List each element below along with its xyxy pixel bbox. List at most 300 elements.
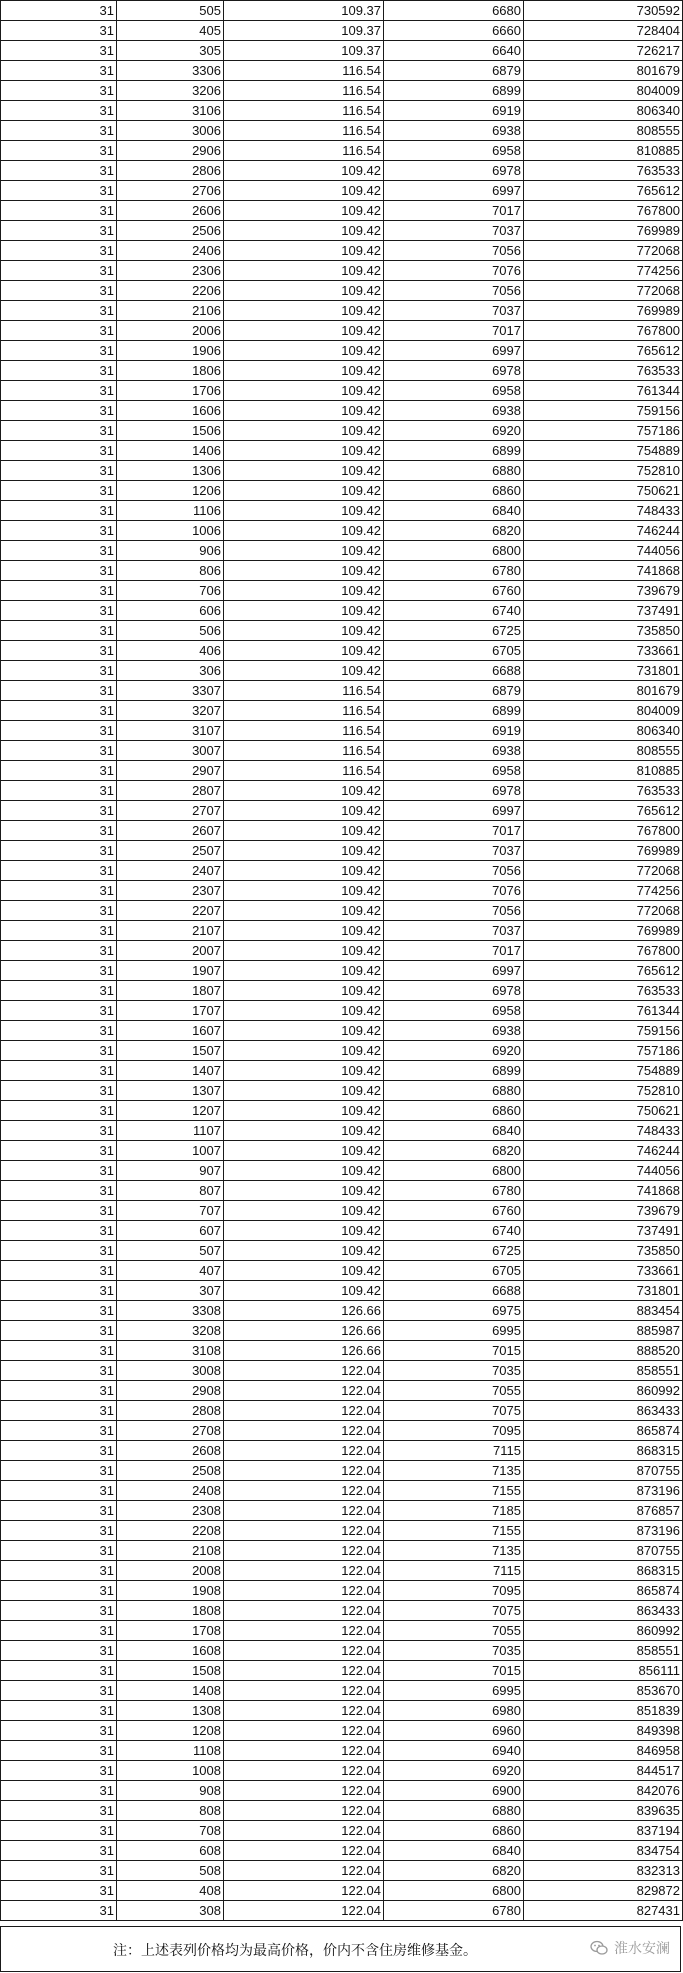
table-row xyxy=(1,1141,683,1161)
unit-price-cell: 7017 xyxy=(384,201,524,221)
building-cell: 31 xyxy=(1,1061,117,1081)
unit-price-cell: 6880 xyxy=(384,1081,524,1101)
room-cell: 3308 xyxy=(117,1301,224,1321)
building-cell: 31 xyxy=(1,601,117,621)
building-cell: 31 xyxy=(1,461,117,481)
area-cell: 122.04 xyxy=(224,1481,384,1501)
unit-price-cell: 7037 xyxy=(384,221,524,241)
total-price-cell: 863433 xyxy=(524,1601,683,1621)
table-row xyxy=(1,1601,683,1621)
unit-price-cell: 6938 xyxy=(384,121,524,141)
room-cell: 2007 xyxy=(117,941,224,961)
unit-price-cell: 7055 xyxy=(384,1381,524,1401)
room-cell: 1608 xyxy=(117,1641,224,1661)
room-cell: 3207 xyxy=(117,701,224,721)
room-cell: 807 xyxy=(117,1181,224,1201)
building-cell: 31 xyxy=(1,841,117,861)
total-price-cell: 772068 xyxy=(524,901,683,921)
building-cell: 31 xyxy=(1,901,117,921)
table-row xyxy=(1,741,683,761)
room-cell: 2707 xyxy=(117,801,224,821)
room-cell: 3006 xyxy=(117,121,224,141)
room-cell: 1507 xyxy=(117,1041,224,1061)
area-cell: 109.42 xyxy=(224,561,384,581)
room-cell: 2206 xyxy=(117,281,224,301)
area-cell: 109.42 xyxy=(224,341,384,361)
unit-price-cell: 7037 xyxy=(384,301,524,321)
total-price-cell: 765612 xyxy=(524,341,683,361)
building-cell: 31 xyxy=(1,641,117,661)
total-price-cell: 735850 xyxy=(524,621,683,641)
total-price-cell: 735850 xyxy=(524,1241,683,1261)
area-cell: 122.04 xyxy=(224,1761,384,1781)
table-row xyxy=(1,1581,683,1601)
unit-price-cell: 6660 xyxy=(384,21,524,41)
table-row xyxy=(1,1621,683,1641)
table-row xyxy=(1,1721,683,1741)
area-cell: 109.42 xyxy=(224,221,384,241)
area-cell: 109.42 xyxy=(224,801,384,821)
area-cell: 116.54 xyxy=(224,121,384,141)
table-row xyxy=(1,141,683,161)
total-price-cell: 885987 xyxy=(524,1321,683,1341)
table-row xyxy=(1,1241,683,1261)
area-cell: 109.42 xyxy=(224,941,384,961)
total-price-cell: 752810 xyxy=(524,1081,683,1101)
price-table-body xyxy=(1,1,683,1921)
building-cell: 31 xyxy=(1,101,117,121)
building-cell: 31 xyxy=(1,981,117,1001)
unit-price-cell: 7035 xyxy=(384,1641,524,1661)
room-cell: 606 xyxy=(117,601,224,621)
building-cell: 31 xyxy=(1,481,117,501)
table-row xyxy=(1,941,683,961)
area-cell: 109.42 xyxy=(224,841,384,861)
building-cell: 31 xyxy=(1,781,117,801)
building-cell: 31 xyxy=(1,861,117,881)
total-price-cell: 804009 xyxy=(524,701,683,721)
table-row xyxy=(1,501,683,521)
room-cell: 3307 xyxy=(117,681,224,701)
unit-price-cell: 6760 xyxy=(384,581,524,601)
building-cell: 31 xyxy=(1,1161,117,1181)
area-cell: 109.42 xyxy=(224,1281,384,1301)
building-cell: 31 xyxy=(1,1121,117,1141)
total-price-cell: 837194 xyxy=(524,1821,683,1841)
table-row xyxy=(1,1001,683,1021)
room-cell: 2306 xyxy=(117,261,224,281)
room-cell: 2906 xyxy=(117,141,224,161)
building-cell: 31 xyxy=(1,421,117,441)
total-price-cell: 860992 xyxy=(524,1621,683,1641)
table-row xyxy=(1,881,683,901)
area-cell: 109.42 xyxy=(224,241,384,261)
unit-price-cell: 6938 xyxy=(384,401,524,421)
table-row xyxy=(1,1421,683,1441)
area-cell: 122.04 xyxy=(224,1701,384,1721)
room-cell: 806 xyxy=(117,561,224,581)
unit-price-cell: 6740 xyxy=(384,601,524,621)
building-cell: 31 xyxy=(1,281,117,301)
building-cell: 31 xyxy=(1,1521,117,1541)
total-price-cell: 761344 xyxy=(524,381,683,401)
area-cell: 122.04 xyxy=(224,1901,384,1921)
unit-price-cell: 7056 xyxy=(384,861,524,881)
area-cell: 122.04 xyxy=(224,1501,384,1521)
watermark xyxy=(590,1938,670,1958)
building-cell: 31 xyxy=(1,1101,117,1121)
room-cell: 908 xyxy=(117,1781,224,1801)
total-price-cell: 750621 xyxy=(524,481,683,501)
building-cell: 31 xyxy=(1,1821,117,1841)
building-cell: 31 xyxy=(1,121,117,141)
building-cell: 31 xyxy=(1,381,117,401)
table-row xyxy=(1,1681,683,1701)
table-row xyxy=(1,361,683,381)
area-cell: 109.42 xyxy=(224,1181,384,1201)
total-price-cell: 769989 xyxy=(524,841,683,861)
room-cell: 1008 xyxy=(117,1761,224,1781)
building-cell: 31 xyxy=(1,961,117,981)
table-row xyxy=(1,641,683,661)
area-cell: 109.42 xyxy=(224,461,384,481)
building-cell: 31 xyxy=(1,1381,117,1401)
table-row xyxy=(1,481,683,501)
building-cell: 31 xyxy=(1,501,117,521)
area-cell: 116.54 xyxy=(224,761,384,781)
unit-price-cell: 6800 xyxy=(384,1881,524,1901)
total-price-cell: 767800 xyxy=(524,821,683,841)
total-price-cell: 863433 xyxy=(524,1401,683,1421)
unit-price-cell: 6920 xyxy=(384,1761,524,1781)
room-cell: 2606 xyxy=(117,201,224,221)
watermark-text: 淮水安澜 xyxy=(614,1940,670,1956)
unit-price-cell: 7017 xyxy=(384,821,524,841)
area-cell: 109.42 xyxy=(224,1061,384,1081)
building-cell: 31 xyxy=(1,681,117,701)
area-cell: 116.54 xyxy=(224,101,384,121)
room-cell: 2307 xyxy=(117,881,224,901)
table-row xyxy=(1,121,683,141)
room-cell: 1706 xyxy=(117,381,224,401)
unit-price-cell: 6688 xyxy=(384,661,524,681)
room-cell: 1808 xyxy=(117,1601,224,1621)
room-cell: 1208 xyxy=(117,1721,224,1741)
total-price-cell: 842076 xyxy=(524,1781,683,1801)
table-row xyxy=(1,1901,683,1921)
building-cell: 31 xyxy=(1,441,117,461)
room-cell: 1908 xyxy=(117,1581,224,1601)
room-cell: 2608 xyxy=(117,1441,224,1461)
total-price-cell: 858551 xyxy=(524,1361,683,1381)
area-cell: 109.42 xyxy=(224,861,384,881)
room-cell: 2108 xyxy=(117,1541,224,1561)
table-row xyxy=(1,1481,683,1501)
total-price-cell: 801679 xyxy=(524,61,683,81)
building-cell: 31 xyxy=(1,1681,117,1701)
unit-price-cell: 6840 xyxy=(384,1121,524,1141)
table-row xyxy=(1,1301,683,1321)
room-cell: 906 xyxy=(117,541,224,561)
room-cell: 1307 xyxy=(117,1081,224,1101)
building-cell: 31 xyxy=(1,1801,117,1821)
room-cell: 3107 xyxy=(117,721,224,741)
unit-price-cell: 7075 xyxy=(384,1401,524,1421)
area-cell: 109.42 xyxy=(224,981,384,1001)
area-cell: 109.42 xyxy=(224,581,384,601)
table-row xyxy=(1,1121,683,1141)
table-row xyxy=(1,301,683,321)
unit-price-cell: 6880 xyxy=(384,1801,524,1821)
room-cell: 306 xyxy=(117,661,224,681)
total-price-cell: 853670 xyxy=(524,1681,683,1701)
table-row xyxy=(1,1381,683,1401)
building-cell: 31 xyxy=(1,1401,117,1421)
building-cell: 31 xyxy=(1,1361,117,1381)
total-price-cell: 741868 xyxy=(524,561,683,581)
total-price-cell: 763533 xyxy=(524,981,683,1001)
unit-price-cell: 6800 xyxy=(384,541,524,561)
table-row xyxy=(1,521,683,541)
building-cell: 31 xyxy=(1,321,117,341)
room-cell: 1108 xyxy=(117,1741,224,1761)
room-cell: 2808 xyxy=(117,1401,224,1421)
table-row xyxy=(1,1161,683,1181)
room-cell: 2107 xyxy=(117,921,224,941)
unit-price-cell: 7056 xyxy=(384,281,524,301)
total-price-cell: 730592 xyxy=(524,1,683,21)
area-cell: 109.42 xyxy=(224,1041,384,1061)
room-cell: 1606 xyxy=(117,401,224,421)
building-cell: 31 xyxy=(1,921,117,941)
total-price-cell: 754889 xyxy=(524,441,683,461)
building-cell: 31 xyxy=(1,1221,117,1241)
building-cell: 31 xyxy=(1,1421,117,1441)
total-price-cell: 765612 xyxy=(524,801,683,821)
unit-price-cell: 7017 xyxy=(384,321,524,341)
area-cell: 109.42 xyxy=(224,401,384,421)
unit-price-cell: 6899 xyxy=(384,81,524,101)
building-cell: 31 xyxy=(1,661,117,681)
table-row xyxy=(1,81,683,101)
table-row xyxy=(1,1021,683,1041)
building-cell: 31 xyxy=(1,701,117,721)
area-cell: 122.04 xyxy=(224,1421,384,1441)
unit-price-cell: 6880 xyxy=(384,461,524,481)
table-row xyxy=(1,621,683,641)
table-row xyxy=(1,321,683,341)
building-cell: 31 xyxy=(1,521,117,541)
footnote-row xyxy=(0,1926,681,1972)
total-price-cell: 868315 xyxy=(524,1561,683,1581)
area-cell: 122.04 xyxy=(224,1561,384,1581)
area-cell: 109.42 xyxy=(224,361,384,381)
unit-price-cell: 6860 xyxy=(384,1101,524,1121)
total-price-cell: 731801 xyxy=(524,1281,683,1301)
unit-price-cell: 7155 xyxy=(384,1521,524,1541)
area-cell: 109.42 xyxy=(224,1241,384,1261)
total-price-cell: 839635 xyxy=(524,1801,683,1821)
room-cell: 307 xyxy=(117,1281,224,1301)
area-cell: 116.54 xyxy=(224,701,384,721)
table-row xyxy=(1,1561,683,1581)
room-cell: 2607 xyxy=(117,821,224,841)
table-row xyxy=(1,61,683,81)
table-row xyxy=(1,1401,683,1421)
area-cell: 122.04 xyxy=(224,1801,384,1821)
table-row xyxy=(1,581,683,601)
unit-price-cell: 6919 xyxy=(384,721,524,741)
table-row xyxy=(1,421,683,441)
unit-price-cell: 6938 xyxy=(384,1021,524,1041)
room-cell: 507 xyxy=(117,1241,224,1261)
building-cell: 31 xyxy=(1,1841,117,1861)
total-price-cell: 883454 xyxy=(524,1301,683,1321)
building-cell: 31 xyxy=(1,401,117,421)
room-cell: 1306 xyxy=(117,461,224,481)
unit-price-cell: 6820 xyxy=(384,1141,524,1161)
unit-price-cell: 7056 xyxy=(384,241,524,261)
table-row xyxy=(1,661,683,681)
total-price-cell: 739679 xyxy=(524,1201,683,1221)
area-cell: 109.42 xyxy=(224,821,384,841)
total-price-cell: 858551 xyxy=(524,1641,683,1661)
building-cell: 31 xyxy=(1,1141,117,1161)
room-cell: 3208 xyxy=(117,1321,224,1341)
total-price-cell: 728404 xyxy=(524,21,683,41)
area-cell: 109.42 xyxy=(224,501,384,521)
total-price-cell: 746244 xyxy=(524,1141,683,1161)
table-row xyxy=(1,161,683,181)
wechat-icon xyxy=(590,1940,608,1956)
total-price-cell: 748433 xyxy=(524,501,683,521)
building-cell: 31 xyxy=(1,581,117,601)
unit-price-cell: 6940 xyxy=(384,1741,524,1761)
unit-price-cell: 6780 xyxy=(384,561,524,581)
total-price-cell: 808555 xyxy=(524,741,683,761)
total-price-cell: 888520 xyxy=(524,1341,683,1361)
building-cell: 31 xyxy=(1,541,117,561)
unit-price-cell: 6860 xyxy=(384,481,524,501)
area-cell: 109.42 xyxy=(224,321,384,341)
total-price-cell: 737491 xyxy=(524,1221,683,1241)
unit-price-cell: 6900 xyxy=(384,1781,524,1801)
total-price-cell: 849398 xyxy=(524,1721,683,1741)
total-price-cell: 856111 xyxy=(524,1661,683,1681)
room-cell: 3108 xyxy=(117,1341,224,1361)
table-row xyxy=(1,401,683,421)
room-cell: 2207 xyxy=(117,901,224,921)
unit-price-cell: 6780 xyxy=(384,1901,524,1921)
total-price-cell: 870755 xyxy=(524,1541,683,1561)
building-cell: 31 xyxy=(1,1861,117,1881)
table-row xyxy=(1,1181,683,1201)
total-price-cell: 834754 xyxy=(524,1841,683,1861)
table-row xyxy=(1,1701,683,1721)
area-cell: 116.54 xyxy=(224,721,384,741)
total-price-cell: 829872 xyxy=(524,1881,683,1901)
table-row xyxy=(1,101,683,121)
area-cell: 109.42 xyxy=(224,301,384,321)
area-cell: 109.42 xyxy=(224,201,384,221)
total-price-cell: 868315 xyxy=(524,1441,683,1461)
unit-price-cell: 6688 xyxy=(384,1281,524,1301)
room-cell: 2208 xyxy=(117,1521,224,1541)
unit-price-cell: 6960 xyxy=(384,1721,524,1741)
table-row xyxy=(1,1361,683,1381)
area-cell: 126.66 xyxy=(224,1341,384,1361)
unit-price-cell: 6997 xyxy=(384,181,524,201)
room-cell: 406 xyxy=(117,641,224,661)
table-row xyxy=(1,1801,683,1821)
total-price-cell: 846958 xyxy=(524,1741,683,1761)
room-cell: 1906 xyxy=(117,341,224,361)
area-cell: 109.42 xyxy=(224,521,384,541)
building-cell: 31 xyxy=(1,261,117,281)
total-price-cell: 772068 xyxy=(524,241,683,261)
total-price-cell: 769989 xyxy=(524,921,683,941)
building-cell: 31 xyxy=(1,1721,117,1741)
building-cell: 31 xyxy=(1,941,117,961)
unit-price-cell: 6879 xyxy=(384,681,524,701)
unit-price-cell: 6899 xyxy=(384,441,524,461)
area-cell: 122.04 xyxy=(224,1541,384,1561)
room-cell: 2908 xyxy=(117,1381,224,1401)
building-cell: 31 xyxy=(1,1341,117,1361)
total-price-cell: 767800 xyxy=(524,201,683,221)
total-price-cell: 752810 xyxy=(524,461,683,481)
area-cell: 122.04 xyxy=(224,1661,384,1681)
total-price-cell: 769989 xyxy=(524,301,683,321)
table-row xyxy=(1,541,683,561)
room-cell: 3007 xyxy=(117,741,224,761)
area-cell: 109.42 xyxy=(224,541,384,561)
unit-price-cell: 6938 xyxy=(384,741,524,761)
building-cell: 31 xyxy=(1,361,117,381)
table-row xyxy=(1,1841,683,1861)
building-cell: 31 xyxy=(1,621,117,641)
unit-price-cell: 6997 xyxy=(384,341,524,361)
unit-price-cell: 6705 xyxy=(384,1261,524,1281)
table-row xyxy=(1,901,683,921)
area-cell: 109.37 xyxy=(224,1,384,21)
area-cell: 126.66 xyxy=(224,1321,384,1341)
unit-price-cell: 7037 xyxy=(384,841,524,861)
unit-price-cell: 7135 xyxy=(384,1461,524,1481)
unit-price-cell: 6920 xyxy=(384,1041,524,1061)
room-cell: 2807 xyxy=(117,781,224,801)
building-cell: 31 xyxy=(1,1241,117,1261)
table-row xyxy=(1,921,683,941)
building-cell: 31 xyxy=(1,1501,117,1521)
area-cell: 109.42 xyxy=(224,1141,384,1161)
building-cell: 31 xyxy=(1,1741,117,1761)
room-cell: 2806 xyxy=(117,161,224,181)
area-cell: 122.04 xyxy=(224,1401,384,1421)
total-price-cell: 808555 xyxy=(524,121,683,141)
total-price-cell: 860992 xyxy=(524,1381,683,1401)
unit-price-cell: 6958 xyxy=(384,761,524,781)
table-row xyxy=(1,381,683,401)
total-price-cell: 774256 xyxy=(524,881,683,901)
room-cell: 1607 xyxy=(117,1021,224,1041)
area-cell: 109.42 xyxy=(224,1121,384,1141)
area-cell: 122.04 xyxy=(224,1601,384,1621)
unit-price-cell: 6800 xyxy=(384,1161,524,1181)
area-cell: 126.66 xyxy=(224,1301,384,1321)
unit-price-cell: 6980 xyxy=(384,1701,524,1721)
area-cell: 109.42 xyxy=(224,1221,384,1241)
